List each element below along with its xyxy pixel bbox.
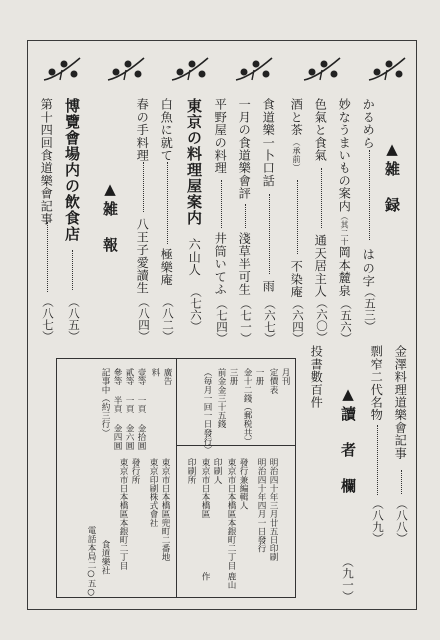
- divider: [176, 358, 177, 598]
- item-page: （八八）: [395, 498, 409, 544]
- publisher-label: 發行兼編輯人: [238, 458, 249, 510]
- divider: [176, 445, 296, 446]
- sales-name: 食道樂社: [100, 540, 111, 575]
- item-suffix: の字: [361, 262, 376, 288]
- item-author: は: [361, 248, 376, 261]
- price-note: （毎月一回一日發行）: [202, 368, 213, 454]
- print-date: 明治四十年三月廿五日印刷: [268, 458, 279, 562]
- item-title: かるめら: [361, 98, 376, 149]
- printer-name: 作: [200, 572, 211, 581]
- item-page: （五三）: [363, 286, 377, 332]
- price-header: 月刊: [280, 368, 291, 386]
- item-title: 白魚に就て: [159, 98, 174, 162]
- item-title: 食道樂一卜口話: [261, 98, 276, 187]
- item-title: 春の手料理: [135, 98, 150, 162]
- item-page: （八二）: [161, 296, 175, 342]
- sprig-ornament-icon: [168, 50, 212, 90]
- ad-price: 金四圓: [112, 424, 123, 450]
- ad-header: 料: [150, 368, 161, 377]
- print-office-name: 東京印刷株式會社: [148, 458, 159, 527]
- ad-size: 一頁: [124, 396, 135, 414]
- item-page: （七六）: [189, 286, 203, 332]
- leader-dots: [221, 180, 222, 228]
- price-header: 定價表: [268, 368, 279, 394]
- ad-size: 一頁: [136, 396, 147, 414]
- ad-rank: 壹等: [136, 368, 147, 386]
- item-page: （八九）: [371, 498, 385, 544]
- phone: 電話本局二○五○: [86, 526, 97, 598]
- item-author: 淺草半可生: [237, 232, 252, 296]
- section-header-zappo: ▲雑 報: [101, 180, 119, 255]
- item-note: （其二十）: [340, 212, 349, 255]
- leader-dots: [297, 180, 298, 254]
- ad-note: 記事中（約三行）: [100, 368, 111, 437]
- leader-dots: [377, 425, 378, 495]
- leader-dots: [369, 150, 370, 240]
- item-title: 投書數百件: [309, 345, 324, 409]
- item-title: 第十四回食道樂會記事: [39, 98, 54, 225]
- ad-size: 半頁: [112, 396, 123, 414]
- item-page: （八四）: [137, 296, 151, 342]
- item-author: 雨: [261, 280, 276, 293]
- ad-price: 金拾圓: [136, 424, 147, 450]
- item-title: 酒と茶: [289, 98, 304, 137]
- leader-dots: [72, 250, 73, 290]
- printer-label: 印刷人: [212, 458, 223, 484]
- item-author: 八王子愛讀生: [135, 218, 150, 295]
- item-author: 岡本麓泉: [337, 246, 352, 297]
- item-author: 極樂庵: [159, 248, 174, 287]
- item-title: 平野屋の料理: [213, 98, 228, 175]
- item-author: 通天居主人: [313, 234, 328, 298]
- sprig-ornament-icon: [232, 50, 276, 90]
- item-page: （六四）: [291, 298, 305, 344]
- publisher-address: 東京市日本橋區本銀町二丁目: [226, 458, 237, 570]
- section-header-dokusha: ▲讀 者 欄: [339, 385, 357, 496]
- publisher-name: 鹿山: [226, 572, 237, 590]
- item-author: 不染庵: [289, 260, 304, 299]
- item-author: 井筒いてふ: [213, 232, 228, 296]
- print-office-label: 印刷所: [186, 458, 197, 484]
- price-label: 一册: [254, 368, 265, 386]
- print-office-address: 東京市日本橋區兜町二番地: [160, 458, 171, 562]
- printer-address: 東京市日本橋區: [200, 458, 211, 519]
- item-title: 妙なうまいもの案内: [337, 98, 352, 213]
- item-title: 一月の食道樂會評: [237, 98, 252, 200]
- sales-label: 發行所: [130, 458, 141, 484]
- ad-header: 廣告: [162, 368, 173, 386]
- item-page: （八七）: [41, 296, 55, 342]
- price-value: 金十二錢（郵税共）: [242, 368, 253, 446]
- item-page: （七四）: [215, 298, 229, 344]
- item-title: 金澤料理道樂會記事: [393, 345, 408, 460]
- leader-dots: [245, 204, 246, 228]
- section-header-zatsuroku: ▲雑 録: [383, 140, 401, 215]
- item-page: （五六）: [339, 298, 353, 344]
- item-page: （八五）: [67, 296, 81, 342]
- leader-dots: [47, 222, 48, 292]
- sprig-ornament-icon: [40, 50, 84, 90]
- ad-rank: 貳等: [124, 368, 135, 386]
- item-title: 剽窄二代名物: [369, 345, 384, 422]
- item-page: （七一）: [239, 298, 253, 344]
- price-value: 前金金三十五錢: [216, 368, 227, 429]
- sprig-ornament-icon: [300, 50, 344, 90]
- item-note: （承前）: [292, 138, 301, 172]
- sprig-ornament-icon: [365, 50, 409, 90]
- item-title: 東京の料理屋案内: [185, 98, 203, 226]
- leader-dots: [269, 194, 270, 274]
- price-label: 三册: [228, 368, 239, 386]
- leader-dots: [321, 168, 322, 228]
- sales-address: 東京市日本橋區本銀町二丁目: [118, 458, 129, 570]
- item-author: 六山人: [187, 238, 202, 277]
- leader-dots: [167, 162, 168, 244]
- sprig-ornament-icon: [104, 50, 148, 90]
- ad-price: 金六圓: [124, 424, 135, 450]
- item-page: （九一）: [341, 556, 355, 602]
- leader-dots: [401, 470, 402, 494]
- item-title: 色氣と食氣: [313, 98, 328, 162]
- publish-date: 明治四十年四月一日發行: [256, 458, 267, 553]
- item-title: 博覽會場内の飲食店: [63, 98, 81, 242]
- item-page: （六〇）: [315, 297, 329, 343]
- leader-dots: [143, 162, 144, 212]
- ad-rank: 參等: [112, 368, 123, 386]
- item-page: （六七）: [263, 298, 277, 344]
